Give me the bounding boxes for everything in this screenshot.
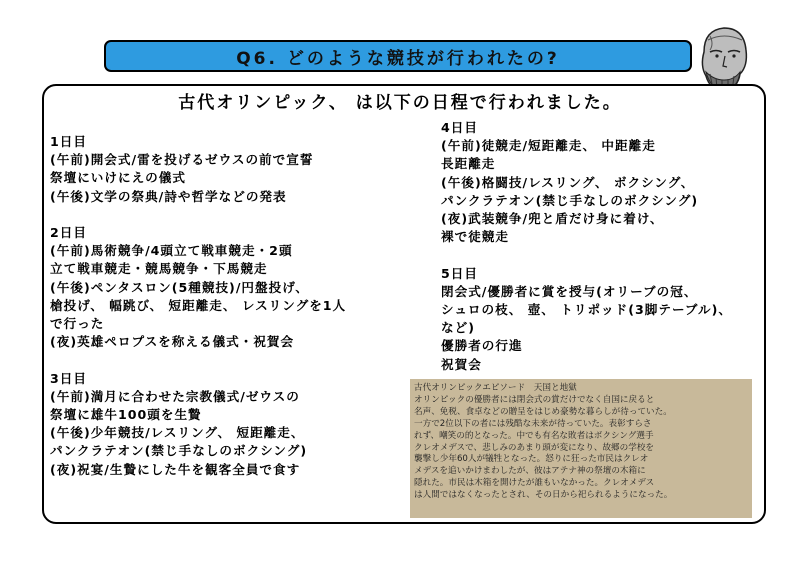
schedule-line: (午後)少年競技/レスリング、 短距離走、	[50, 425, 305, 441]
episode-box	[410, 379, 752, 518]
episode-line: 名声、免税、食卓などの贈呈をはじめ豪勢な暮らしが待っていた。	[414, 406, 672, 417]
schedule-line: 長距離走	[441, 156, 496, 172]
schedule-line: (夜)英雄ペロプスを称える儀式・祝賀会	[50, 334, 295, 350]
schedule-line: 2日目	[50, 225, 87, 240]
schedule-line: (午後)ペンタスロン(5種競技)/円盤投げ、	[50, 279, 309, 295]
schedule-right-column	[441, 119, 771, 374]
spacer	[50, 206, 400, 224]
episode-line: 襲撃し少年60人が犠牲となった。怒りに狂った市民はクレオ	[414, 454, 649, 465]
schedule-line: 裸で徒競走	[441, 229, 509, 245]
episode-line: 隠れた。市民は木箱を開けたが誰もいなかった。クレオメデス	[414, 478, 655, 489]
schedule-line: 祭壇に雄牛100頭を生贄	[50, 407, 202, 423]
episode-line: は人間ではなくなったとされ、その日から祀られるようになった。	[414, 490, 673, 501]
schedule-line: (午後)格闘技/レスリング、 ボクシング、	[441, 174, 695, 190]
schedule-line: 祝賀会	[441, 356, 482, 372]
episode-line: 一方で2位以下の者には残酷な未来が待っていた。表彰すらさ	[414, 418, 652, 429]
schedule-line: 立て戦車競走・競馬競争・下馬競走	[50, 261, 268, 277]
schedule-left-column	[50, 133, 400, 479]
episode-line: クレオメデスで、悲しみのあまり頭が変になり、故郷の学校を	[414, 442, 655, 453]
schedule-line: (夜)武装競争/兜と盾だけ身に着け、	[441, 211, 664, 227]
schedule-line: 3日目	[50, 370, 87, 386]
spacer	[50, 351, 400, 369]
schedule-line: 5日目	[441, 265, 478, 281]
schedule-line: で行った	[50, 316, 105, 332]
schedule-line: (午前)馬術競争/4頭立て戦車競走・2頭	[50, 243, 293, 259]
episode-line: れず、嘲笑の的となった。中でも有名な敗者はボクシング選手	[414, 430, 654, 441]
schedule-line: 閉会式/優勝者に賞を授与(オリーブの冠、	[441, 283, 698, 299]
episode-line: メデスを追いかけまわしたが、彼はアテナ神の祭壇の木箱に	[414, 466, 646, 477]
spacer	[441, 246, 771, 264]
schedule-line: 1日目	[50, 134, 87, 149]
schedule-line: など)	[441, 320, 475, 336]
schedule-line: (午前)満月に合わせた宗教儀式/ゼウスの	[50, 388, 300, 404]
intro-heading: 古代オリンピック、 は以下の日程で行われました。	[178, 93, 622, 113]
episode-line: オリンピックの優勝者には閉会式の賞だけでなく自国に戻ると	[414, 394, 655, 405]
schedule-line: 槍投げ、 幅跳び、 短距離走、 レスリングを1人	[50, 297, 347, 313]
schedule-line: (夜)祝宴/生贄にした牛を観客全員で食す	[50, 461, 301, 477]
schedule-line: 4日目	[441, 120, 478, 135]
schedule-line: パンクラテオン(禁じ手なしのボクシング)	[441, 192, 699, 208]
schedule-line: シュロの枝、 壺、 トリポッド(3脚テーブル)、	[441, 302, 732, 318]
schedule-line: (午前)徒競走/短距離走、 中距離走	[441, 138, 656, 154]
schedule-line: 祭壇にいけにえの儀式	[50, 170, 186, 186]
schedule-line: (午後)文学の祭典/詩や哲学などの発表	[50, 188, 287, 204]
question-banner	[104, 40, 692, 72]
schedule-line: 優勝者の行進	[441, 338, 523, 354]
episode-title: 古代オリンピックエピソード 天国と地獄	[414, 383, 577, 393]
schedule-line: (午前)開会式/雷を投げるゼウスの前で宣誓	[50, 152, 314, 168]
schedule-line: パンクラテオン(禁じ手なしのボクシング)	[50, 443, 308, 459]
question-title: Q6. どのような競技が行われたの?	[236, 48, 560, 69]
